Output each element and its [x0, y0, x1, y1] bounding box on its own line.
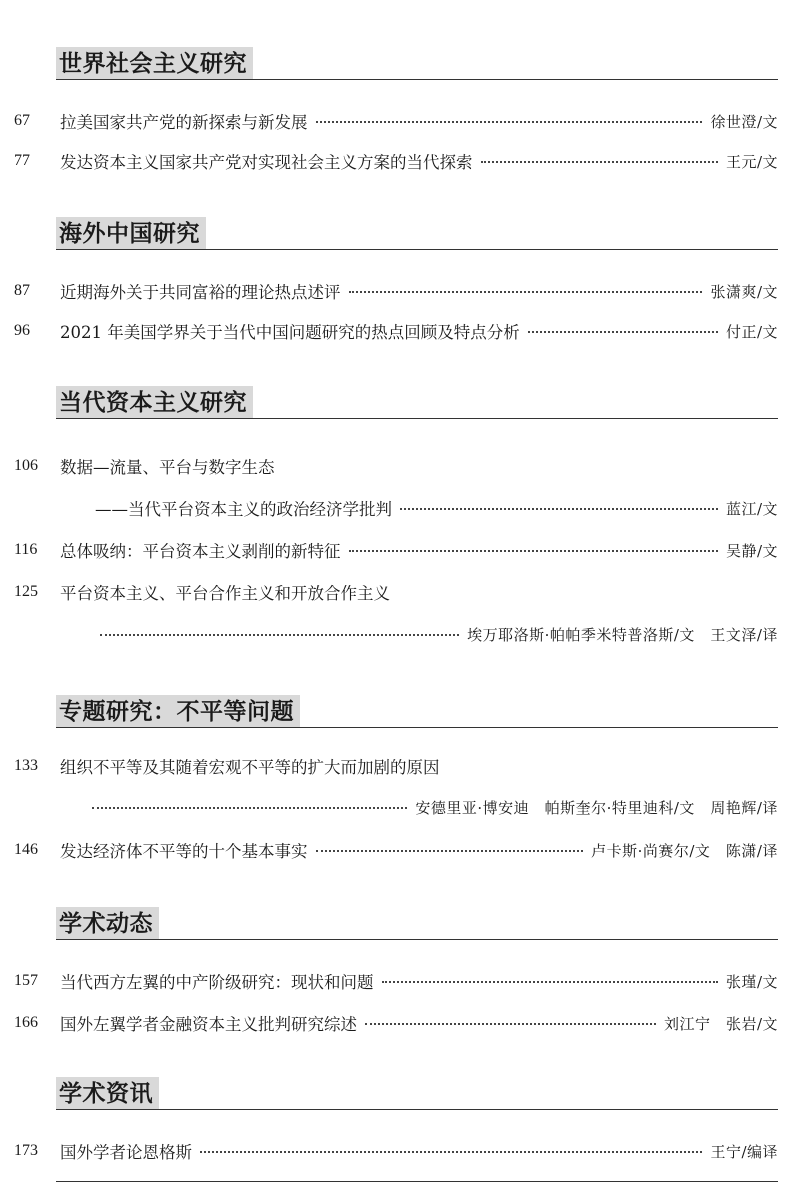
leader-dots: [481, 161, 718, 163]
leader-dots: [349, 291, 703, 293]
section-header: [56, 381, 778, 419]
toc-entry[interactable]: [0, 752, 800, 780]
toc-entry[interactable]: [0, 317, 800, 345]
article-author: 徐世澄/文: [710, 112, 778, 131]
article-title: 拉美国家共产党的新探索与新发展: [60, 113, 308, 132]
page-number: 77: [14, 152, 30, 169]
leader-dots: [528, 331, 718, 333]
article-author: 付正/文: [725, 322, 778, 341]
page-number: 133: [14, 757, 38, 774]
toc-entry-continuation[interactable]: [0, 494, 800, 522]
article-title: 国外学者论恩格斯: [60, 1143, 192, 1162]
section-title: 学术资讯: [56, 1077, 159, 1110]
toc-entry[interactable]: [0, 1137, 800, 1165]
toc-entry[interactable]: [0, 836, 800, 864]
section-header: [56, 42, 778, 80]
article-author: 张潇爽/文: [710, 282, 778, 301]
article-subtitle: ——当代平台资本主义的政治经济学批判: [95, 500, 392, 519]
article-title: 国外左翼学者金融资本主义批判研究综述: [60, 1015, 357, 1034]
page-number: 125: [14, 583, 38, 600]
section-rule: [56, 418, 778, 419]
article-author: 刘江宁 张岩/文: [663, 1014, 778, 1033]
article-author: 埃万耶洛斯·帕帕季米特普洛斯/文 王文泽/译: [467, 625, 778, 644]
article-title: 组织不平等及其随着宏观不平等的扩大而加剧的原因: [60, 758, 440, 777]
page-number: 166: [14, 1014, 38, 1031]
toc-entry[interactable]: [0, 1009, 800, 1037]
section-header: [56, 1072, 778, 1110]
leader-dots: [400, 508, 718, 510]
section-header: [56, 902, 778, 940]
page-number: 87: [14, 282, 30, 299]
article-title: 总体吸纳：平台资本主义剥削的新特征: [60, 542, 341, 561]
section-rule: [56, 79, 778, 80]
page-number: 67: [14, 112, 30, 129]
article-title: 2021 年美国学界关于当代中国问题研究的热点回顾及特点分析: [60, 323, 520, 342]
toc-entry[interactable]: [0, 147, 800, 175]
page-number: 146: [14, 841, 38, 858]
leader-dots: [200, 1151, 702, 1153]
section-title: 专题研究：不平等问题: [56, 695, 300, 728]
toc-entry[interactable]: [0, 578, 800, 606]
toc-entry[interactable]: [0, 536, 800, 564]
section-rule: [56, 1109, 778, 1110]
section-header: [56, 690, 778, 728]
article-author: 卢卡斯·尚赛尔/文 陈潇/译: [591, 841, 778, 860]
toc-entry[interactable]: [0, 107, 800, 135]
toc-entry[interactable]: [0, 452, 800, 480]
page-number: 106: [14, 457, 38, 474]
toc-entry-continuation[interactable]: [0, 620, 800, 648]
toc-entry[interactable]: [0, 277, 800, 305]
section-rule: [56, 727, 778, 728]
article-author: 王宁/编译: [710, 1142, 778, 1161]
page-number: 116: [14, 541, 38, 558]
section-title: 当代资本主义研究: [56, 386, 253, 419]
article-title: 发达资本主义国家共产党对实现社会主义方案的当代探索: [60, 153, 473, 172]
page-number: 173: [14, 1142, 38, 1159]
article-title: 发达经济体不平等的十个基本事实: [60, 842, 308, 861]
section-title: 学术动态: [56, 907, 159, 940]
section-header: [56, 212, 778, 250]
article-author: 张瑾/文: [725, 972, 778, 991]
toc-entry[interactable]: [0, 967, 800, 995]
article-author: 王元/文: [725, 152, 778, 171]
article-title: 数据—流量、平台与数字生态: [60, 458, 275, 477]
article-author: 安德里亚·博安迪 帕斯奎尔·特里迪科/文 周艳辉/译: [415, 798, 778, 817]
article-title: 当代西方左翼的中产阶级研究：现状和问题: [60, 973, 374, 992]
section-title: 海外中国研究: [56, 217, 206, 250]
article-title: 平台资本主义、平台合作主义和开放合作主义: [60, 584, 390, 603]
leader-dots: [316, 850, 584, 852]
section-rule: [56, 249, 778, 250]
leader-dots: [316, 121, 703, 123]
leader-dots: [100, 634, 459, 636]
page-number: 157: [14, 972, 38, 989]
bottom-rule: [56, 1181, 778, 1182]
section-rule: [56, 939, 778, 940]
leader-dots: [382, 981, 718, 983]
toc-entry-continuation[interactable]: [0, 793, 800, 821]
leader-dots: [365, 1023, 656, 1025]
page-number: 96: [14, 322, 30, 339]
section-title: 世界社会主义研究: [56, 47, 253, 80]
leader-dots: [349, 550, 718, 552]
article-author: 吴静/文: [725, 541, 778, 560]
article-author: 蓝江/文: [725, 499, 778, 518]
article-title: 近期海外关于共同富裕的理论热点述评: [60, 283, 341, 302]
leader-dots: [92, 807, 407, 809]
